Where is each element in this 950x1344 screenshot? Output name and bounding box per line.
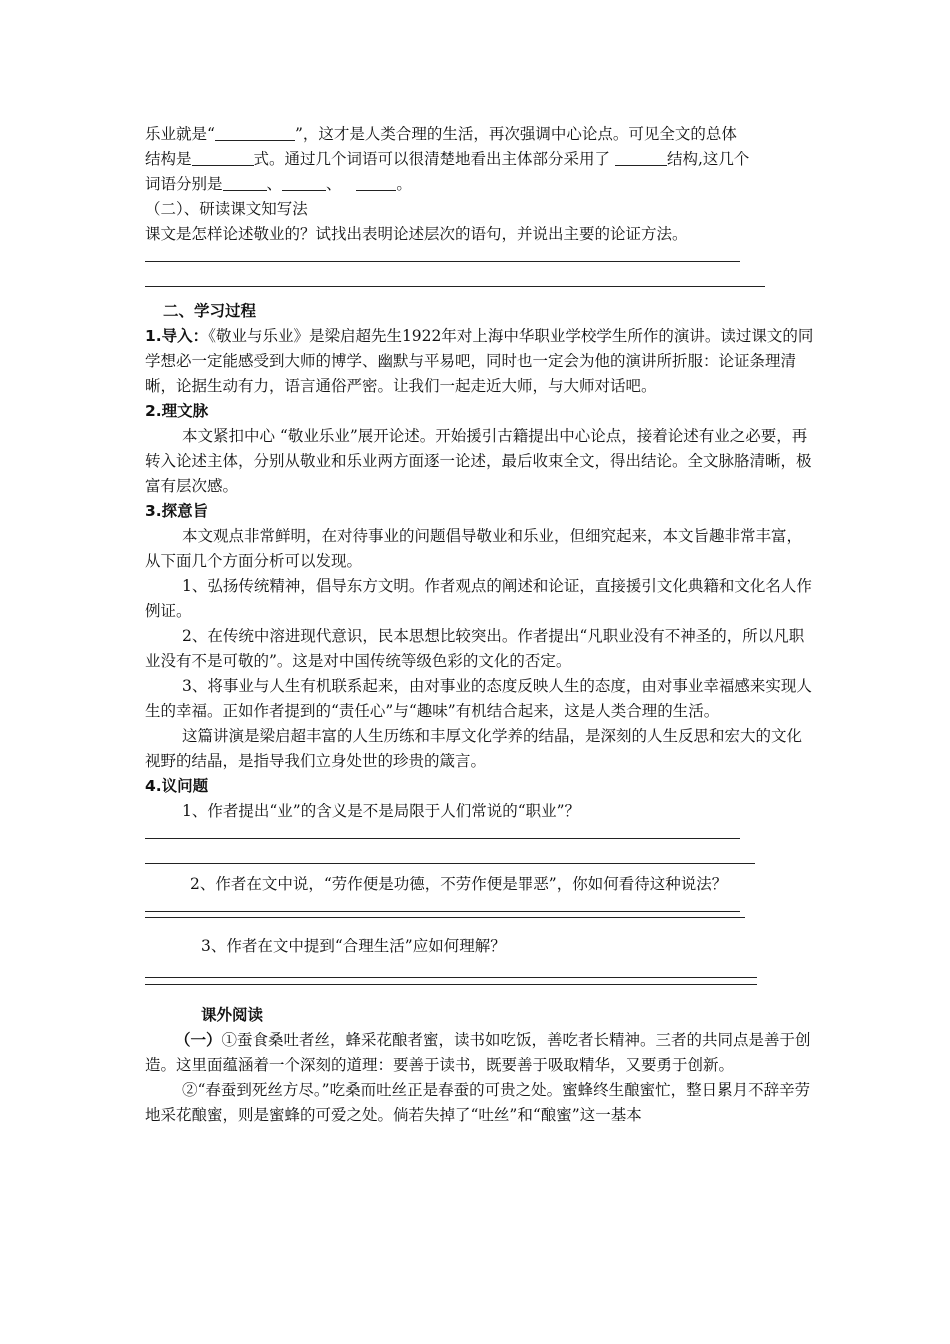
reading-paragraph-2: ②“春蚕到死丝方尽。”吃桑而吐丝正是春蚕的可贵之处。蜜蜂终生酿蜜忙，整日累月不辞辛劳地采花酿蜜，则是蜜蜂的可爱之处。倘若失掉了“吐丝”和“酿蜜”这一基本 bbox=[145, 1081, 811, 1124]
structure-line-3 bbox=[145, 172, 815, 197]
answer-blank-2[interactable] bbox=[192, 149, 254, 166]
discuss-label: 4.议问题 bbox=[145, 777, 209, 795]
text: 、 bbox=[326, 175, 342, 193]
text: 式。通过几个词语可以很清楚地看出主体部分采用了 bbox=[253, 150, 611, 168]
answer-line[interactable] bbox=[145, 977, 757, 978]
answer-line[interactable] bbox=[145, 261, 740, 262]
structure-line-1 bbox=[145, 122, 815, 147]
worksheet-page bbox=[145, 122, 815, 1128]
intro-text: 《敬业与乐业》是梁启超先生1922年对上海中华职业学校学生所作的演讲。读过课文的同学想必一定能感受到大师的博学、幽默与平易吧，同时也一定会为他的演讲所折服：论证条理清晰，论据生动有力，语言通俗严密。让我们一起走近大师，与大师对话吧。 bbox=[145, 327, 814, 395]
intro-label: 1.导入： bbox=[145, 327, 209, 345]
answer-line[interactable] bbox=[145, 863, 755, 864]
text: 乐业就是“ bbox=[145, 125, 215, 143]
answer-blank-1[interactable] bbox=[215, 124, 295, 141]
theme-paragraph: 这篇讲演是梁启超丰富的人生历练和丰厚文化学养的结晶，是深刻的人生反思和宏大的文化视野的结晶，是指导我们立身处世的珍贵的箴言。 bbox=[145, 727, 803, 770]
answer-blank-5[interactable] bbox=[282, 174, 326, 191]
answer-blank-6[interactable] bbox=[356, 174, 396, 191]
discuss-question-2: 2、作者在文中说，“劳作便是功德，不劳作便是罪恶”，你如何看待这种说法？ bbox=[190, 875, 728, 893]
intro-paragraph bbox=[145, 324, 815, 399]
theme-label: 3.探意旨 bbox=[145, 502, 209, 520]
reading-paragraph-1 bbox=[145, 1028, 815, 1078]
answer-line[interactable] bbox=[145, 838, 740, 839]
discuss-question-1: 1、作者提出“业”的含义是不是局限于人们常说的“职业”？ bbox=[182, 802, 581, 820]
reading-heading: 课外阅读 bbox=[201, 1006, 264, 1024]
theme-paragraph: 1、弘扬传统精神，倡导东方文明。作者观点的阐述和论证，直接援引文化典籍和文化名人作例证。 bbox=[145, 577, 812, 620]
answer-blank-3[interactable] bbox=[615, 149, 667, 166]
theme-paragraph: 3、将事业与人生有机联系起来，由对事业的态度反映人生的态度，由对事业幸福感来实现人生的幸福。正如作者提到的“责任心”与“趣味”有机结合起来，这是人类合理的生活。 bbox=[145, 677, 812, 720]
discuss-question-3: 3、作者在文中提到“合理生活”应如何理解？ bbox=[201, 937, 506, 955]
theme-paragraph: 本文观点非常鲜明，在对待事业的问题倡导敬业和乐业，但细究起来，本文旨趣非常丰富，从下面几个方面分析可以发现。 bbox=[145, 527, 803, 570]
answer-line[interactable] bbox=[145, 917, 745, 918]
text: 。 bbox=[396, 175, 412, 193]
text: 结构是 bbox=[145, 150, 192, 168]
text: 结构,这几个 bbox=[666, 150, 750, 168]
text: ”，这才是人类合理的生活，再次强调中心论点。可见全文的总体 bbox=[294, 125, 737, 143]
context-paragraph: 本文紧扣中心 “敬业乐业”展开论述。开始援引古籍提出中心论点，接着论述有业之必要，再转入论述主体，分别从敬业和乐业两方面逐一论述，最后收束全文，得出结论。全文脉胳清晰，极富有层次感。 bbox=[145, 427, 812, 495]
text: 词语分别是 bbox=[145, 175, 223, 193]
context-label: 2.理文脉 bbox=[145, 402, 209, 420]
theme-paragraph: 2、在传统中溶进现代意识，民本思想比较突出。作者提出“凡职业没有不神圣的，所以凡职业没有不是可敬的”。这是对中国传统等级色彩的文化的否定。 bbox=[145, 627, 805, 670]
question-text: 课文是怎样论述敬业的？试找出表明论述层次的语句，并说出主要的论证方法。 bbox=[145, 225, 688, 243]
answer-line[interactable] bbox=[145, 911, 740, 912]
answer-line[interactable] bbox=[145, 286, 765, 287]
reading-label: （一） bbox=[175, 1031, 222, 1049]
reading-text: ①蚕食桑吐者丝，蜂采花酿者蜜，读书如吃饭，善吃者长精神。三者的共同点是善于创造。这里面蕴涵着一个深刻的道理：要善于读书，既要善于吸取精华，又要勇于创新。 bbox=[145, 1031, 811, 1074]
structure-line-2 bbox=[145, 147, 815, 172]
text: 、 bbox=[266, 175, 283, 193]
process-heading: 二、学习过程 bbox=[163, 302, 257, 320]
answer-line[interactable] bbox=[145, 984, 757, 985]
answer-blank-4[interactable] bbox=[223, 174, 267, 191]
section-heading: （二）、研读课文知写法 bbox=[145, 200, 308, 218]
